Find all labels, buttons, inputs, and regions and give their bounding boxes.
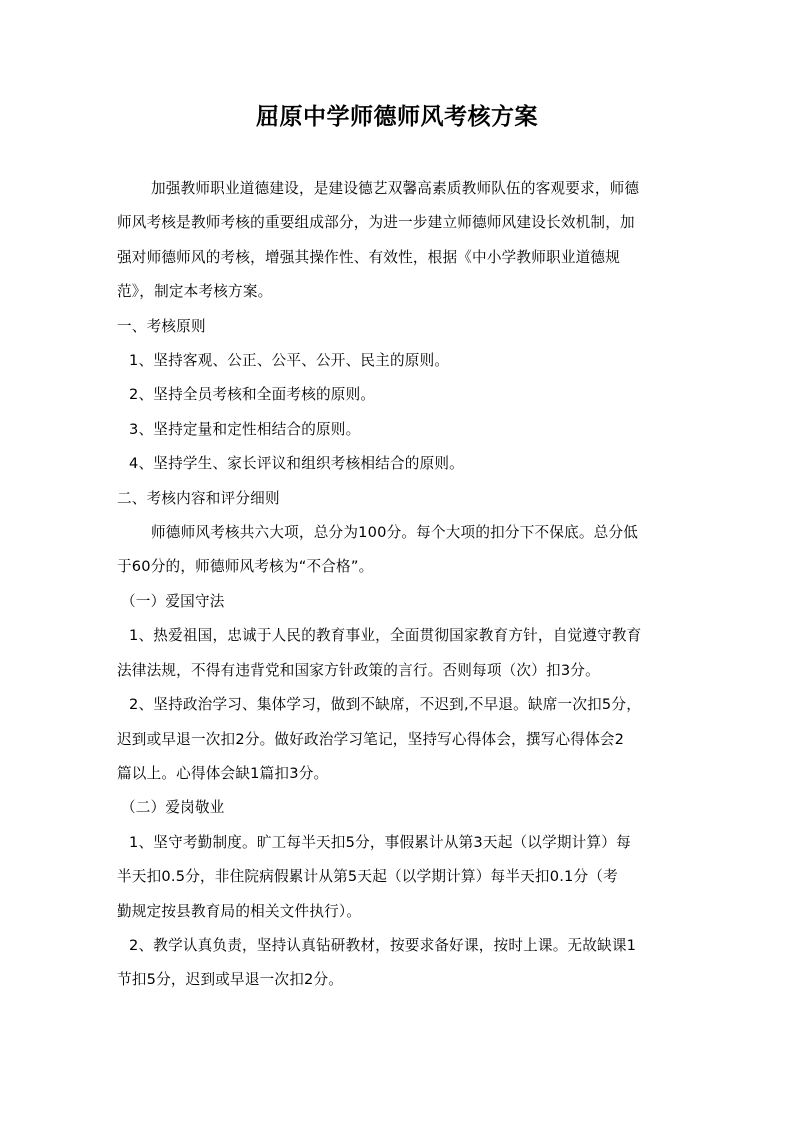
rule-line: 勤规定按县教育局的相关文件执行）。 [117,902,362,920]
rule-line: 2、坚持政治学习、集体学习，做到不缺席，不迟到,不早退。缺席一次扣5分， [129,696,642,714]
principle-item: 4、坚持学生、家长评议和组织考核相结合的原则。 [129,455,464,473]
rule-line: 2、教学认真负责，坚持认真钻研教材，按要求备好课，按时上课。无故缺课1 [129,936,637,954]
section-intro-line: 于60分的，师德师风考核为“不合格”。 [117,558,374,576]
principle-item: 1、坚持客观、公正、公平、公开、民主的原则。 [129,352,450,370]
document-title: 屈原中学师德师风考核方案 [256,103,538,130]
intro-line: 师风考核是教师考核的重要组成部分，为进一步建立师德师风建设长效机制，加 [117,214,635,232]
rule-line: 迟到或早退一次扣2分。做好政治学习笔记，坚持写心得体会，撰写心得体会2 [117,730,625,748]
intro-line: 强对师德师风的考核，增强其操作性、有效性，根据《中小学教师职业道德规 [117,248,620,266]
principle-item: 2、坚持全员考核和全面考核的原则。 [129,386,376,404]
section-heading: 二、考核内容和评分细则 [117,489,280,507]
subsection-heading: （二）爱岗敬业 [121,799,225,817]
subsection-heading: （一）爱国守法 [121,592,225,610]
section-intro-line: 师德师风考核共六大项，总分为100分。每个大项的扣分下不保底。总分低 [151,524,639,542]
document-body [117,172,677,998]
rule-line: 半天扣0.5分，非住院病假累计从第5天起（以学期计算）每半天扣0.1分（考 [117,868,618,886]
principle-item: 3、坚持定量和定性相结合的原则。 [129,420,361,438]
rule-line: 1、热爱祖国，忠诚于人民的教育事业，全面贯彻国家教育方针，自觉遵守教育 [129,627,642,645]
section-heading: 一、考核原则 [117,317,206,335]
intro-line: 加强教师职业道德建设，是建设德艺双馨高素质教师队伍的客观要求，师德 [151,180,640,197]
rule-line: 节扣5分，迟到或早退一次扣2分。 [117,971,344,989]
rule-line: 1、坚守考勤制度。旷工每半天扣5分，事假累计从第3天起（以学期计算）每 [129,833,631,851]
rule-line: 篇以上。心得体会缺1篇扣3分。 [117,764,329,782]
intro-line: 范》，制定本考核方案。 [117,283,273,301]
rule-line: 法律法规，不得有违背党和国家方针政策的言行。否则每项（次）扣3分。 [117,661,600,679]
